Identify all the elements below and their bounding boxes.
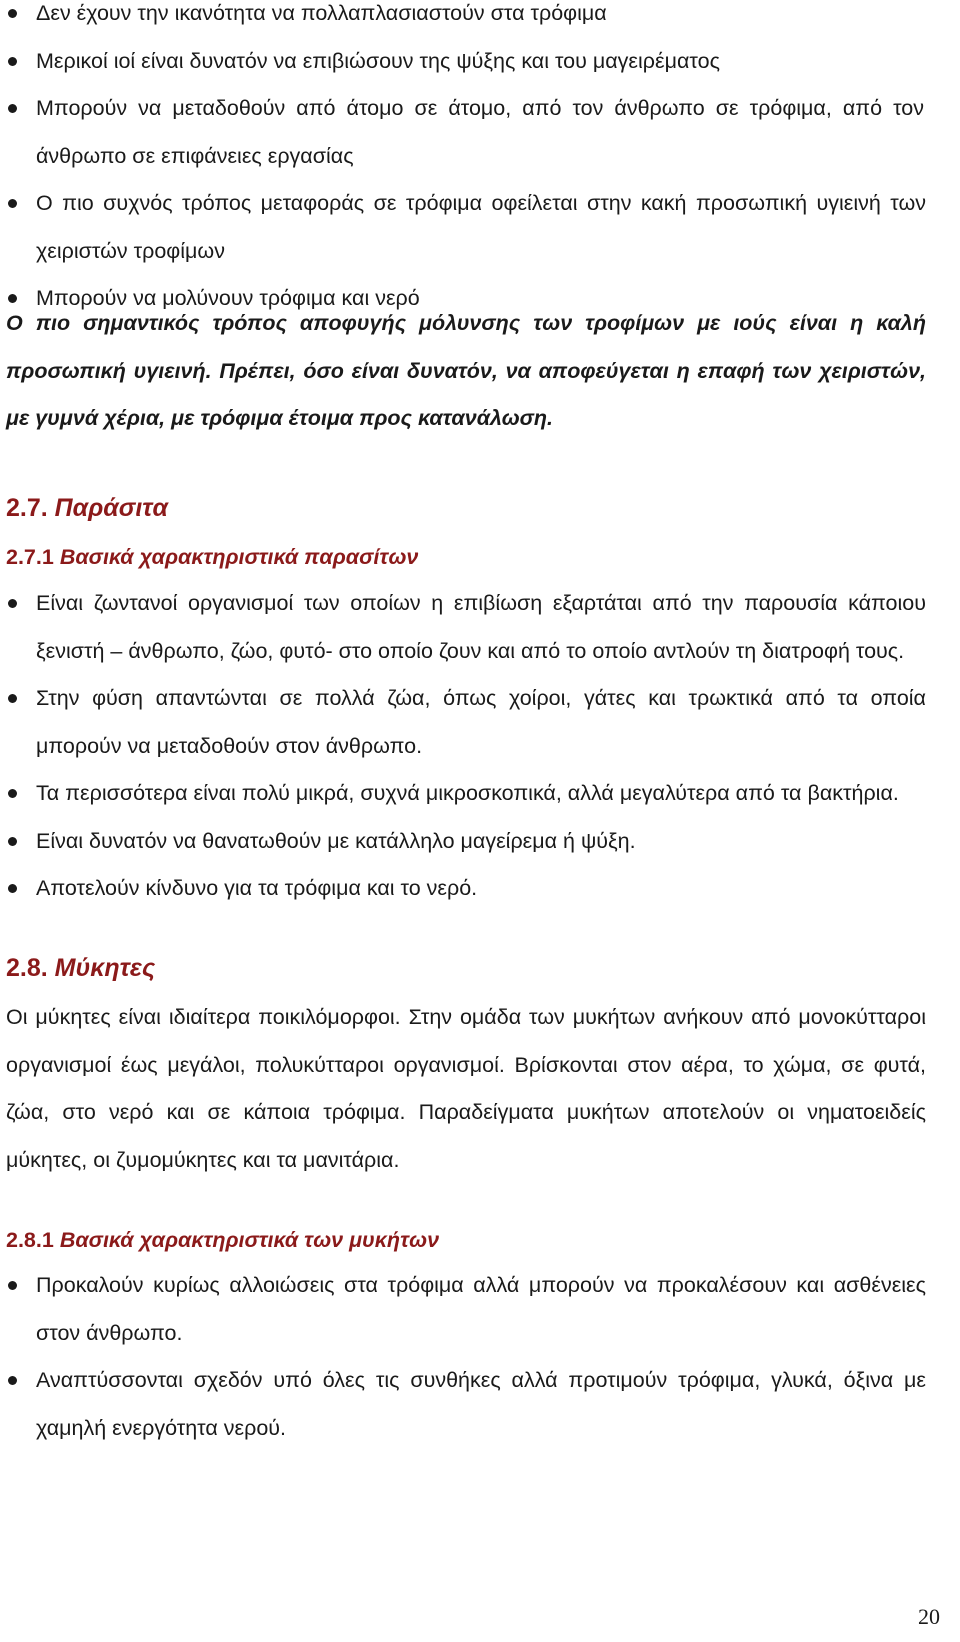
section-number: 2.7.: [6, 494, 48, 522]
hygiene-note: [6, 300, 926, 443]
list-item: [6, 770, 926, 818]
list-item-text: Είναι ζωντανοί οργανισμοί των οποίων η επιβίωση εξαρτάται από την παρουσία κάποιου ξενιστή – άνθρωπο, ζώο, φυτό- στο οποίο ζουν και από το οποίο αντλούν τη διατροφή τους.: [36, 591, 926, 663]
list-item: [6, 675, 926, 770]
bullet-icon: [8, 694, 17, 703]
bullet-icon: [8, 789, 17, 798]
subsection-number: 2.8.1: [6, 1228, 54, 1252]
section-number: 2.8.: [6, 954, 48, 982]
page-number: 20: [918, 1604, 940, 1629]
list-item-text: Προκαλούν κυρίως αλλοιώσεις στα τρόφιμα αλλά μπορούν να προκαλέσουν και ασθένειες στον άνθρωπο.: [36, 1273, 926, 1345]
list-item-text: Δεν έχουν την ικανότητα να πολλαπλασιαστούν στα τρόφιμα: [36, 1, 607, 25]
list-item: [6, 38, 926, 86]
bullet-icon: [8, 599, 17, 608]
bullet-icon: [8, 57, 17, 66]
parasites-bullet-list: [6, 580, 926, 913]
virus-bullet-list: [6, 0, 926, 323]
list-item: [6, 180, 926, 275]
bullet-icon: [8, 1281, 17, 1290]
list-item-text: Αναπτύσσονται σχεδόν υπό όλες τις συνθήκες αλλά προτιμούν τρόφιμα, γλυκά, όξινα με χαμηλή ενεργότητα νερού.: [36, 1368, 926, 1440]
fungi-bullet-list: [6, 1262, 926, 1452]
list-item-text: Αποτελούν κίνδυνο για τα τρόφιμα και το νερό.: [36, 876, 478, 900]
subsection-number: 2.7.1: [6, 545, 54, 569]
list-item-text: Είναι δυνατόν να θανατωθούν με κατάλληλο μαγείρεμα ή ψύξη.: [36, 828, 636, 853]
list-item-text: Μπορούν να μεταδοθούν από άτομο σε άτομο, από τον άνθρωπο σε τρόφιμα, από τον άνθρωπο σε επιφάνειες εργασίας: [36, 96, 924, 168]
subsection-heading-parasites: [6, 545, 926, 570]
subsection-heading-fungi: [6, 1228, 926, 1253]
list-item: [6, 865, 926, 913]
subsection-title-text: Βασικά χαρακτηριστικά παρασίτων: [59, 545, 419, 569]
subsection-title-text: Βασικά χαρακτηριστικά των μυκήτων: [59, 1228, 440, 1252]
fungi-intro-text: Οι μύκητες είναι ιδιαίτερα ποικιλόμορφοι. Στην ομάδα των μυκήτων ανήκουν από μονοκύτταροι οργανισμοί έως μεγάλοι, πολυκύτταροι οργανισμοί. Βρίσκονται στον αέρα, το χώμα, σε φυτά, ζώα, στο νερό και σε κάποια τρόφιμα. Παραδείγματα μυκήτων αποτελούν οι νηματοειδείς μύκητες, οι ζυμομύκητες και τα μανιτάρια.: [6, 1005, 926, 1172]
bullet-icon: [8, 104, 17, 113]
section-title: [6, 494, 926, 523]
list-item: [6, 1357, 926, 1452]
section-title-text: Μύκητες: [54, 954, 156, 982]
bullet-icon: [8, 199, 17, 208]
bullet-icon: [8, 837, 17, 846]
important-note-text: Ο πιο σημαντικός τρόπος αποφυγής μόλυνσης των τροφίμων με ιούς είναι η καλή προσωπική υγιεινή. Πρέπει, όσο είναι δυνατόν, να αποφεύγεται η επαφή των χειριστών, με γυμνά χέρια, με τρόφιμα έτοιμα προς κατανάλωση.: [6, 311, 926, 430]
section-title-text: Παράσιτα: [54, 494, 168, 522]
bullet-icon: [8, 1376, 17, 1385]
list-item: [6, 0, 926, 38]
list-item: [6, 1262, 926, 1357]
list-item-text: Στην φύση απαντώνται σε πολλά ζώα, όπως χοίροι, γάτες και τρωκτικά από τα οποία μπορούν να μεταδοθούν στον άνθρωπο.: [36, 686, 926, 758]
section-heading-fungi: [6, 954, 926, 983]
subsection-title: [6, 545, 926, 570]
section-heading-parasites: [6, 494, 926, 523]
list-item: [6, 818, 926, 866]
section-title: [6, 954, 926, 983]
list-item-text: Μπορούν να μολύνουν τρόφιμα και νερό: [36, 286, 420, 310]
list-item: [6, 580, 926, 675]
list-item-text: Τα περισσότερα είναι πολύ μικρά, συχνά μικροσκοπικά, αλλά μεγαλύτερα από τα βακτήρια.: [36, 781, 899, 805]
fungi-intro: [6, 994, 926, 1184]
list-item-text: Μερικοί ιοί είναι δυνατόν να επιβιώσουν της ψύξης και του μαγειρέματος: [36, 48, 720, 73]
subsection-title: [6, 1228, 926, 1253]
bullet-icon: [8, 884, 17, 893]
bullet-icon: [8, 9, 17, 18]
list-item: [6, 85, 926, 180]
list-item-text: Ο πιο συχνός τρόπος μεταφοράς σε τρόφιμα οφείλεται στην κακή προσωπική υγιεινή των χειριστών τροφίμων: [36, 191, 926, 263]
